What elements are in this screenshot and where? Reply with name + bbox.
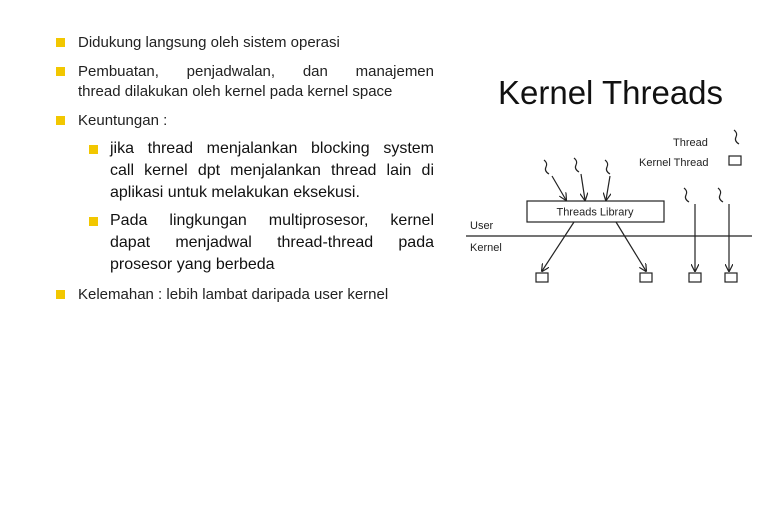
user-thread-icon [718, 188, 723, 202]
bullet-text-os-support: Didukung langsung oleh sistem operasi [78, 34, 340, 51]
user-thread-icon [574, 158, 579, 172]
legend-thread-label: Thread [673, 137, 708, 149]
legend-kernel-thread-label: Kernel Thread [639, 157, 709, 169]
sub-bullet-multiprocessor-line2: dapat menjadwal thread-thread pada [110, 234, 434, 251]
thread-to-library-arrow [606, 176, 610, 200]
kernel-thread-box [640, 273, 652, 282]
sub-bullet-blocking-line3: aplikasi untuk melakukan eksekusi. [110, 184, 360, 201]
library-to-kernel-arrow [542, 222, 574, 271]
bullet-text-advantages: Keuntungan : [78, 112, 168, 129]
thread-to-library-arrow [552, 176, 566, 200]
legend-thread-icon [734, 130, 739, 144]
kernel-thread-box [725, 273, 737, 282]
kernel-thread-box [536, 273, 548, 282]
threads-library-label: Threads Library [556, 206, 634, 219]
sub-bullet-blocking-line2: call kernel dpt menjalankan thread lain di [110, 162, 434, 179]
bullet-text-creation-line1: Pembuatan, penjadwalan, dan manajemen [78, 63, 434, 80]
sub-bullet-multiprocessor-line3: prosesor yang berbeda [110, 256, 275, 273]
bullet-text-disadvantage: Kelemahan : lebih lambat daripada user kernel [78, 286, 389, 303]
user-thread-icon [605, 160, 610, 174]
legend-kernel-thread-icon [729, 156, 741, 165]
library-to-kernel-arrow [616, 222, 646, 271]
user-thread-icon [684, 188, 689, 202]
thread-to-library-arrow [581, 174, 585, 200]
slide-title: Kernel Threads [498, 74, 724, 111]
sub-bullet-blocking-line1: jika thread menjalankan blocking system [110, 140, 434, 157]
user-thread-icon [544, 160, 549, 174]
kernel-thread-box [689, 273, 701, 282]
bullet-text-creation-line2: thread dilakukan oleh kernel pada kernel space [78, 83, 393, 100]
kernel-space-label: Kernel [470, 242, 502, 254]
user-space-label: User [470, 220, 494, 232]
sub-bullet-multiprocessor-line1: Pada lingkungan multiprosesor, kernel [110, 212, 434, 229]
